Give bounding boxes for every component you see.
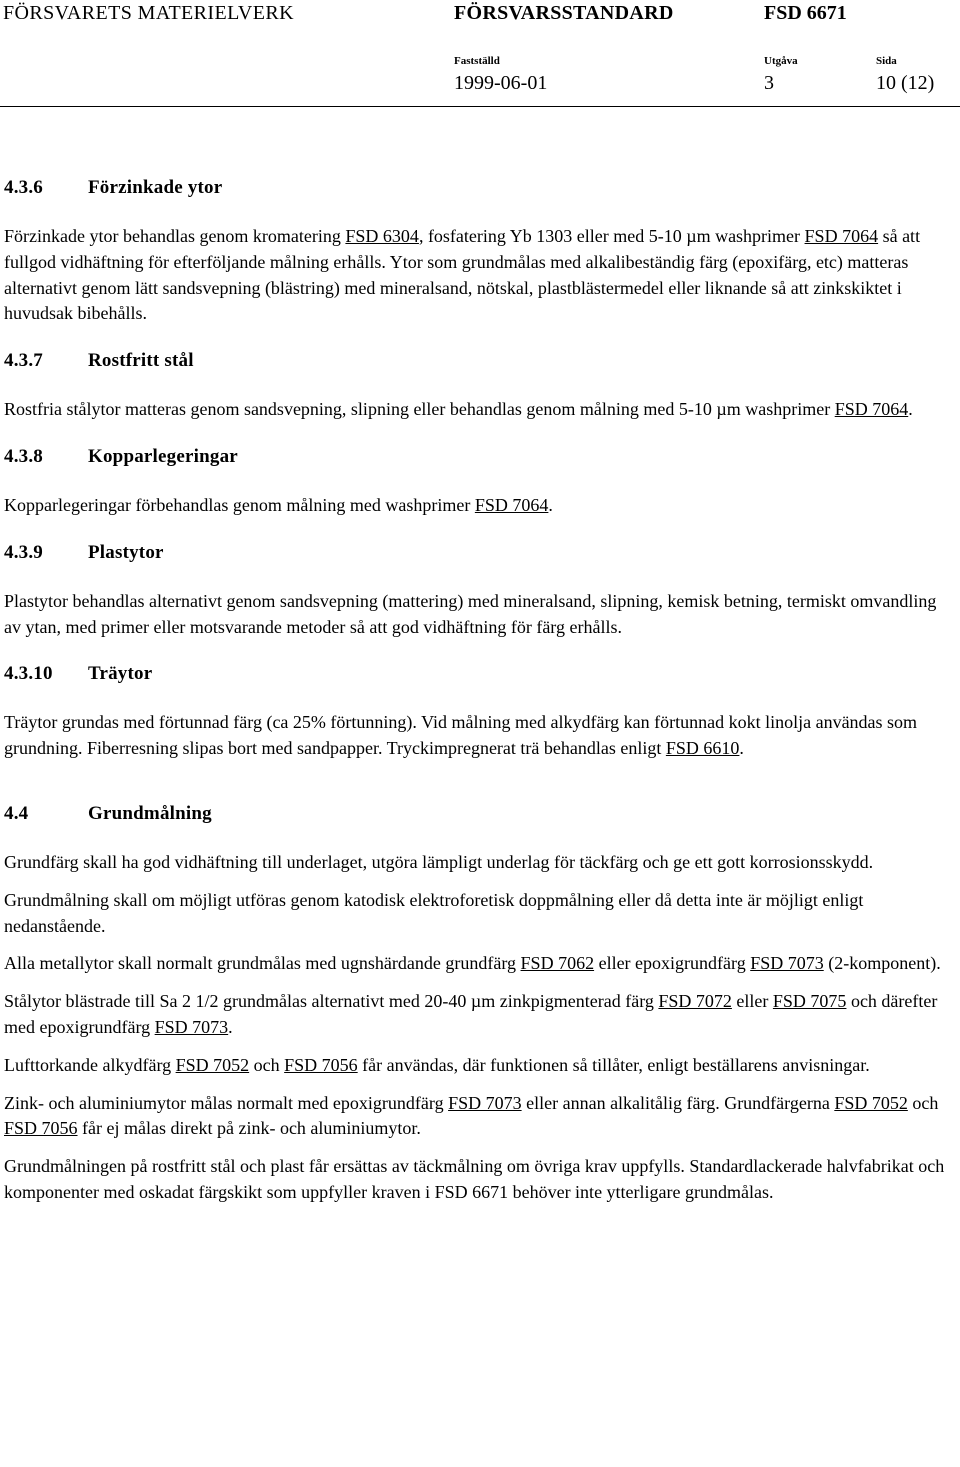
paragraph: Grundfärg skall ha god vidhäftning till underlaget, utgöra lämpligt underlag för täckfärg och ge ett gott korrosionsskydd. bbox=[4, 851, 874, 872]
text: . bbox=[908, 399, 913, 420]
text: så att fullgod vidhäftning för efterföljande målning erhålls. Ytor som grundmålas med alkalibeständig färg (epoxifärg, etc) matteras alternativt genom lätt sandsvepning (blästring) med mineralsand, nötskal, plastblästermedel eller liknande så att zinkskiktet i huvudsak bibehålls. bbox=[4, 226, 921, 324]
paragraph bbox=[4, 397, 954, 423]
section-number: 4.3.8 bbox=[4, 445, 43, 467]
paragraph bbox=[4, 710, 954, 762]
reference-link[interactable]: FSD 7064 bbox=[834, 399, 909, 420]
text: Förzinkade ytor behandlas genom kromatering bbox=[4, 226, 346, 246]
section-title: Kopparlegeringar bbox=[88, 445, 238, 467]
header-divider bbox=[0, 106, 960, 107]
section-heading-4-3-9 bbox=[4, 539, 954, 567]
reference-link[interactable]: FSD 7064 bbox=[474, 494, 549, 515]
text: Alla metallytor skall normalt grundmålas med ugnshärdande grundfärg bbox=[4, 953, 521, 974]
text: eller annan alkalitålig färg. Grundfärgerna bbox=[521, 1092, 835, 1113]
text: Lufttorkande alkydfärg bbox=[4, 1054, 176, 1075]
paragraph bbox=[4, 951, 954, 977]
page-value: 10 (12) bbox=[876, 72, 935, 94]
section-number: 4.3.6 bbox=[4, 177, 43, 198]
page-header bbox=[0, 0, 960, 108]
paragraph: Grundmålning skall om möjligt utföras genom katodisk elektroforetisk doppmålning eller då detta inte är möjligt enligt nedanstående. bbox=[4, 889, 864, 936]
section-heading-4-3-10 bbox=[4, 660, 954, 688]
section-heading-4-3-8 bbox=[4, 443, 954, 471]
reference-link[interactable]: FSD 6304 bbox=[345, 226, 419, 246]
text: (2-komponent). bbox=[823, 953, 941, 974]
document-body bbox=[4, 174, 954, 1206]
reference-link[interactable]: FSD 6610 bbox=[665, 738, 740, 759]
paragraph bbox=[4, 1053, 954, 1079]
section-title: Grundmålning bbox=[88, 802, 212, 824]
text: eller bbox=[731, 991, 773, 1012]
paragraph bbox=[4, 989, 954, 1041]
text: och därefter med epoxigrundfärg bbox=[4, 991, 938, 1037]
organization-name: FÖRSVARETS MATERIELVERK bbox=[3, 2, 294, 24]
standard-title: FÖRSVARSSTANDARD bbox=[454, 2, 674, 24]
section-heading-4-4 bbox=[4, 800, 954, 828]
reference-link[interactable]: FSD 7073 bbox=[750, 953, 824, 974]
paragraph bbox=[4, 493, 954, 519]
text: . bbox=[548, 494, 553, 515]
reference-link[interactable]: FSD 7064 bbox=[804, 226, 879, 246]
text: får användas, där funktionen så tillåter, enligt beställarens anvisningar. bbox=[357, 1054, 870, 1075]
section-heading-4-3-6 bbox=[4, 174, 954, 202]
section-number: 4.3.10 bbox=[4, 663, 53, 685]
text: och bbox=[249, 1054, 285, 1075]
section-title: Rostfritt stål bbox=[88, 350, 194, 372]
reference-link[interactable]: FSD 7062 bbox=[520, 953, 595, 974]
established-label: Fastställd bbox=[454, 55, 500, 67]
reference-link[interactable]: FSD 7073 bbox=[448, 1092, 522, 1113]
text: och bbox=[907, 1092, 939, 1113]
reference-link[interactable]: FSD 7052 bbox=[175, 1054, 250, 1075]
reference-link[interactable]: FSD 7056 bbox=[284, 1054, 358, 1075]
section-title: Förzinkade ytor bbox=[88, 177, 223, 198]
section-title: Plastytor bbox=[88, 541, 164, 563]
text: Kopparlegeringar förbehandlas genom målning med washprimer bbox=[4, 494, 475, 515]
reference-link[interactable]: FSD 7056 bbox=[4, 1118, 78, 1139]
paragraph bbox=[4, 1091, 954, 1143]
text: . bbox=[739, 738, 744, 759]
section-title: Träytor bbox=[88, 663, 153, 685]
paragraph: Plastytor behandlas alternativt genom sandsvepning (mattering) med mineralsand, slipning, kemisk betning, termiskt omvandling av ytan, med primer eller motsvarande metoder så att god vidhäftning för färg erhålls. bbox=[4, 590, 937, 637]
reference-link[interactable]: FSD 7072 bbox=[658, 991, 732, 1012]
paragraph: Grundmålningen på rostfritt stål och plast får ersättas av täckmålning om övriga krav uppfylls. Standardlackerade halvfabrikat och komponenter med oskadat färgskikt som uppfyller kraven i FSD 6671 behöver inte ytterligare grundmålas. bbox=[4, 1156, 945, 1202]
page-label: Sida bbox=[876, 55, 897, 67]
reference-link[interactable]: FSD 7075 bbox=[772, 991, 847, 1012]
edition-label: Utgåva bbox=[764, 55, 798, 67]
text: Träytor grundas med förtunnad färg (ca 25% förtunning). Vid målning med alkydfärg kan förtunnad kokt linolja användas som grundning. Fiberresning slipas bort med sandpapper. Tryckimpregnerat trä behandlas enligt bbox=[4, 712, 918, 759]
text: , fosfatering Yb 1303 eller med 5-10 µm washprimer bbox=[418, 226, 805, 246]
section-number: 4.3.7 bbox=[4, 350, 43, 372]
edition-value: 3 bbox=[764, 72, 774, 94]
text: får ej målas direkt på zink- och aluminiumytor. bbox=[77, 1118, 421, 1139]
section-number: 4.4 bbox=[4, 802, 29, 824]
text: . bbox=[228, 1016, 233, 1037]
established-value: 1999-06-01 bbox=[454, 72, 548, 94]
reference-link[interactable]: FSD 7052 bbox=[834, 1092, 908, 1113]
text: Zink- och aluminiumytor målas normalt med epoxigrundfärg bbox=[4, 1092, 449, 1113]
reference-link[interactable]: FSD 7073 bbox=[154, 1016, 229, 1037]
section-number: 4.3.9 bbox=[4, 541, 43, 563]
paragraph bbox=[4, 224, 954, 327]
text: Rostfria stålytor matteras genom sandsvepning, slipning eller behandlas genom målning med 5-10 µm washprimer bbox=[4, 399, 835, 420]
document-number: FSD 6671 bbox=[764, 2, 847, 24]
text: Stålytor blästrade till Sa 2 1/2 grundmålas alternativt med 20-40 µm zinkpigmenterad färg bbox=[4, 991, 659, 1012]
section-heading-4-3-7 bbox=[4, 347, 954, 375]
text: eller epoxigrundfärg bbox=[594, 953, 751, 974]
